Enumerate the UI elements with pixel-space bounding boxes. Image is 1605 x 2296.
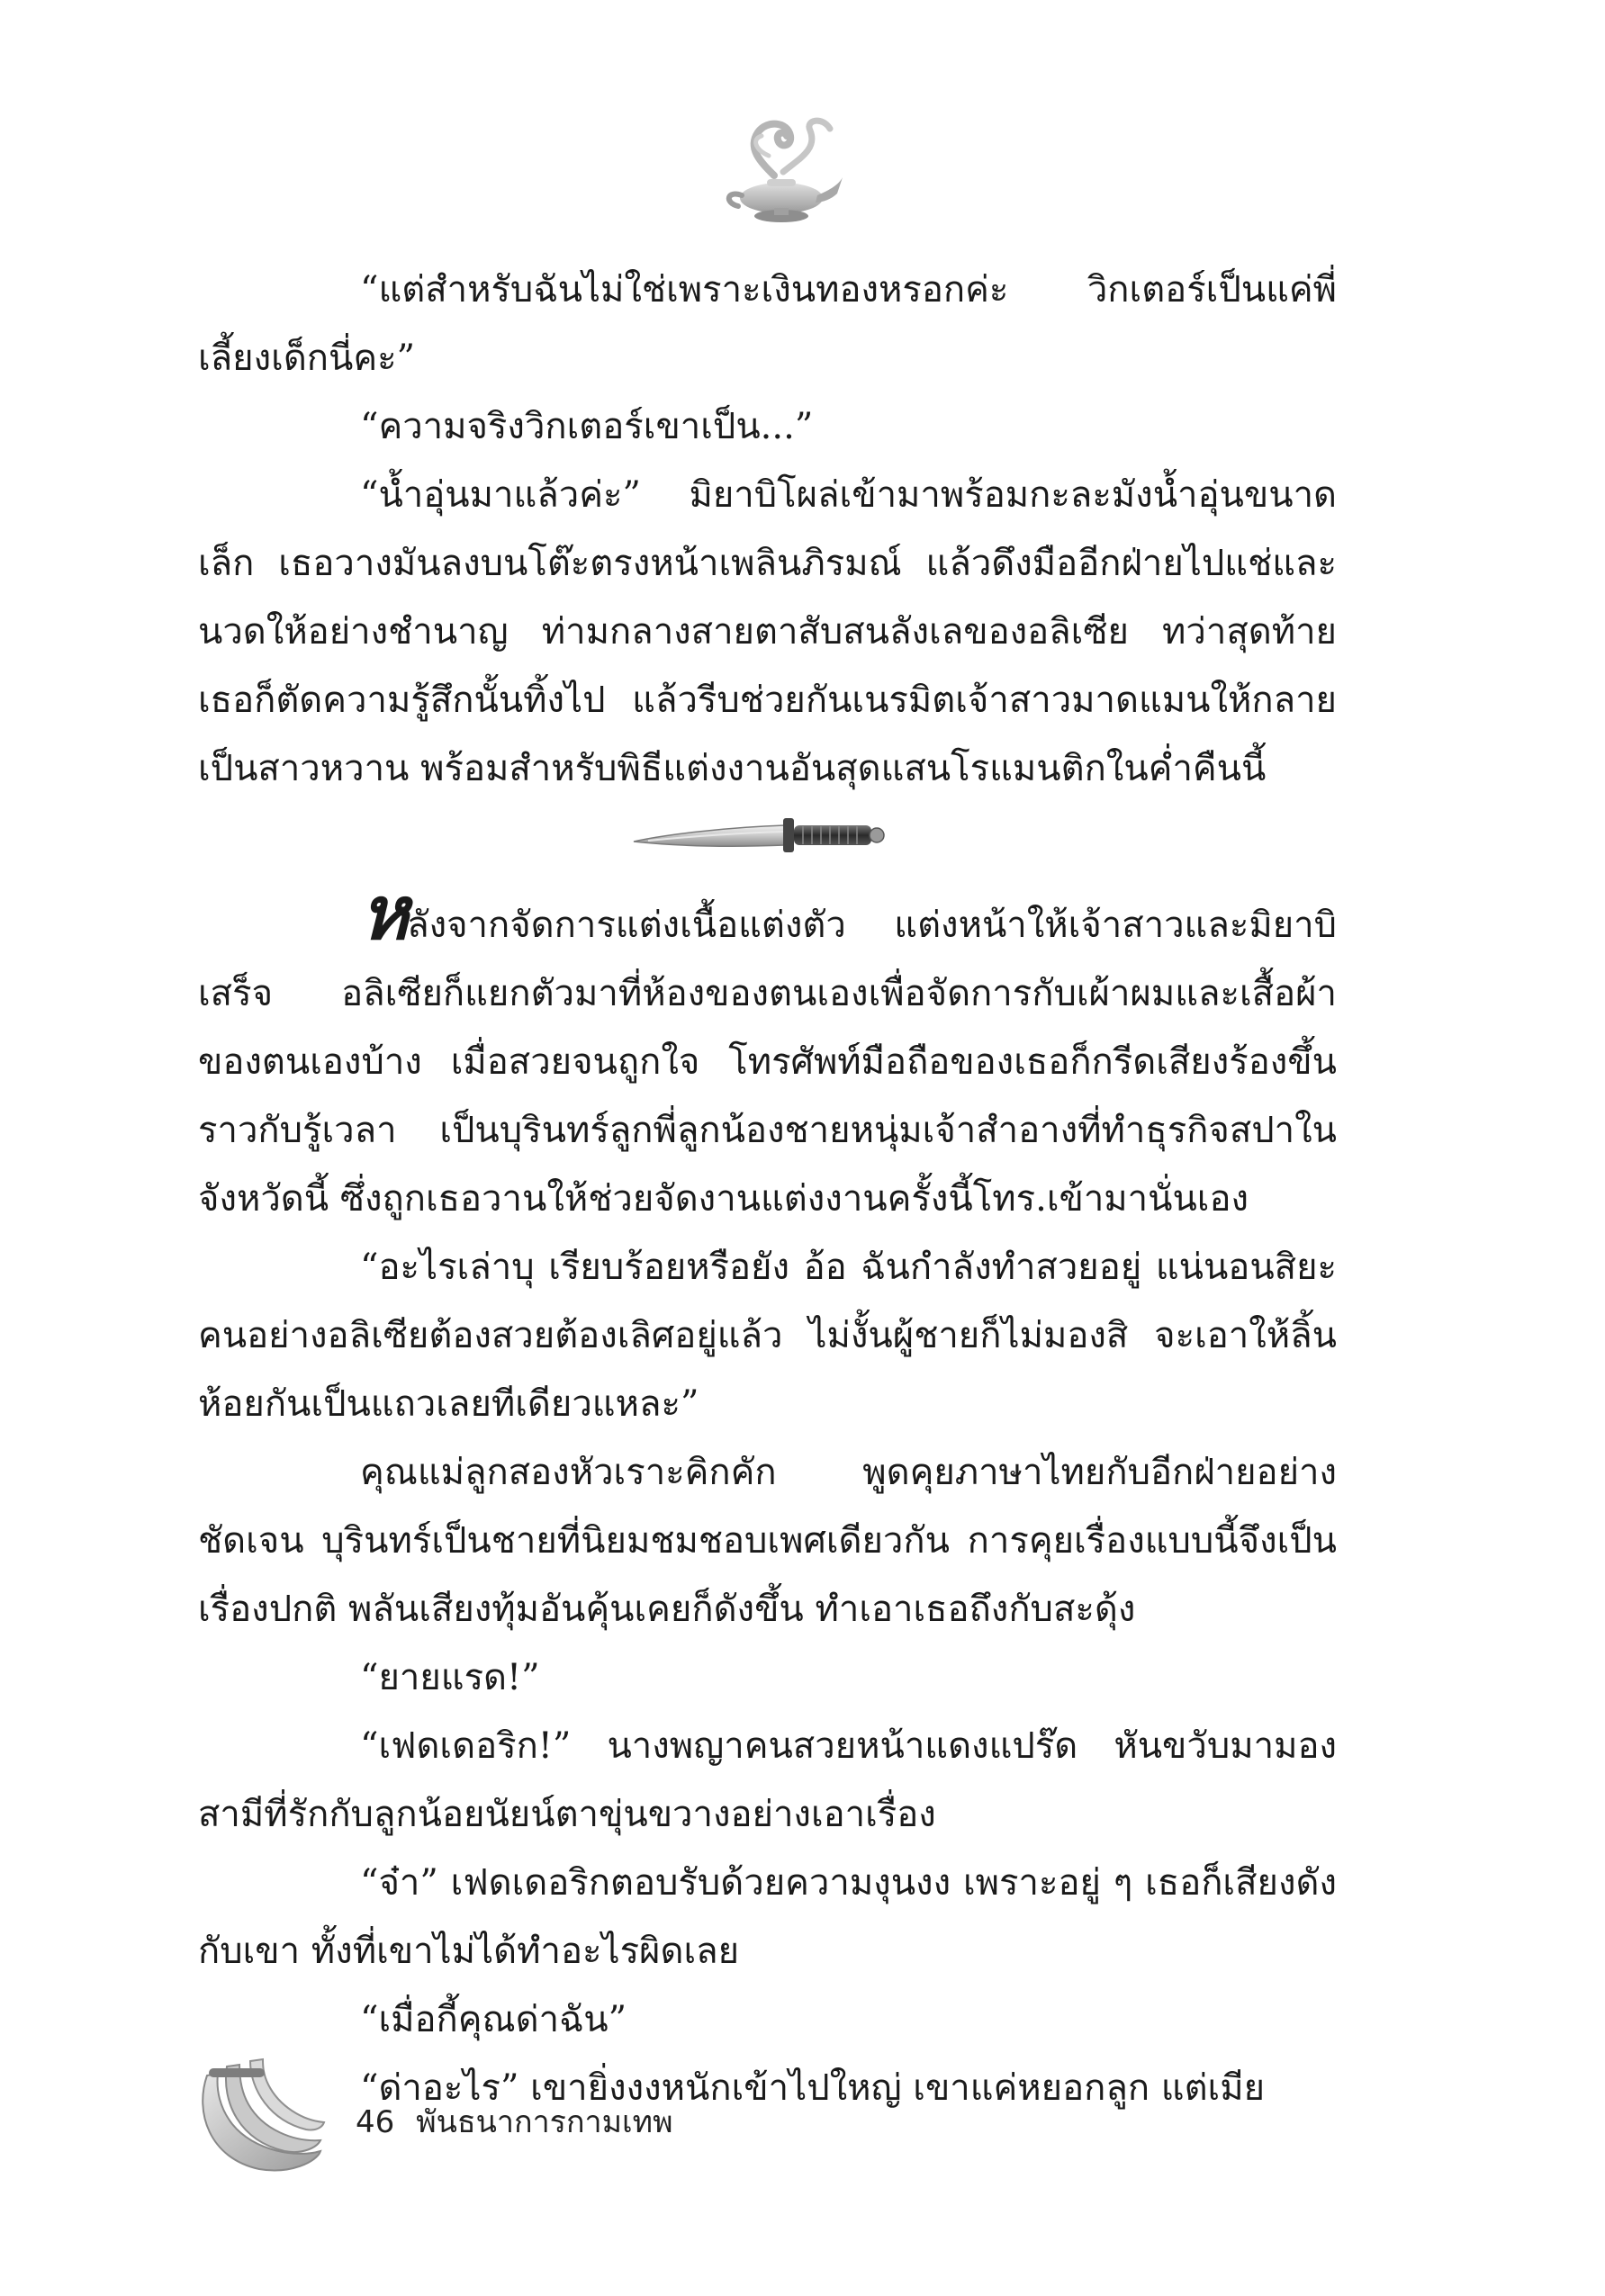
top-text-block: [198, 256, 1337, 803]
paragraph-text: ลังจากจัดการแต่งเนื้อแต่งตัว แต่งหน้าให้เจ้าสาวและมิยาบิเสร็จ อลิเซียก็แยกตัวมาที่ห้องของตนเองเพื่อจัดการกับเผ้าผมและเสื้อผ้าของตนเองบ้าง เมื่อสวยจนถูกใจ โทรศัพท์มือถือของเธอก็กรีดเสียงร้องขึ้นราวกับรู้เวลา เป็นบุรินทร์ลูกพี่ลูกน้องชายหนุ่มเจ้าสำอางที่ทำธุรกิจสปาในจังหวัดนี้ ซึ่งถูกเธอวานให้ช่วยจัดงานแต่งงานครั้งนี้โทร.เข้ามานั่นเอง: [198, 905, 1337, 1220]
page-number: 46: [356, 2104, 395, 2140]
paragraph-with-dropcap: [198, 870, 1337, 1233]
paragraph: “อะไรเล่าบุ เรียบร้อยหรือยัง อ้อ ฉันกำลังทำสวยอยู่ แน่นอนสิยะ คนอย่างอลิเซียต้องสวยต้องเลิศอยู่แล้ว ไม่งั้นผู้ชายก็ไม่มองสิ จะเอาให้ลิ้นห้อยกันเป็นแถวเลยทีเดียวแหละ”: [198, 1247, 1337, 1425]
magic-lamp-icon: [711, 113, 846, 225]
paragraph: “เฟดเดอริก!” นางพญาคนสวยหน้าแดงแปร๊ด หันขวับมามองสามีที่รักกับลูกน้อยนัยน์ตาขุ่นขวางอย่างเอาเรื่อง: [198, 1725, 1337, 1835]
paragraph: “ด่าอะไร” เขายิ่งงงหนักเข้าไปใหญ่ เขาแค่หยอกลูก แต่เมีย: [360, 2067, 1266, 2109]
paragraph: “ยายแรด!”: [360, 1657, 540, 1698]
knife-icon: [630, 815, 887, 856]
book-title: พันธนาการกามเทพ: [416, 2104, 673, 2140]
paragraph: “น้ำอุ่นมาแล้วค่ะ” มิยาบิโผล่เข้ามาพร้อมกะละมังน้ำอุ่นขนาดเล็ก เธอวางมันลงบนโต๊ะตรงหน้าเพลินภิรมณ์ แล้วดึงมืออีกฝ่ายไปแช่และนวดให้อย่างชำนาญ ท่ามกลางสายตาสับสนลังเลของอลิเซีย ทว่าสุดท้ายเธอก็ตัดความรู้สึกนั้นทิ้งไป แล้วรีบช่วยกันเนรมิตเจ้าสาวมาดแมนให้กลายเป็นสาวหวาน พร้อมสำหรับพิธีแต่งงานอันสุดแสนโรแมนติกในค่ำคืนนี้: [198, 474, 1337, 789]
paragraph: “เมื่อกี้คุณด่าฉัน”: [360, 1999, 627, 2040]
page-footer: [356, 2097, 672, 2146]
paragraph: “จ๋า” เฟดเดอริกตอบรับด้วยความงุนงง เพราะอยู่ ๆ เธอก็เสียงดังกับเขา ทั้งที่เขาไม่ได้ทำอะไรผิดเลย: [198, 1862, 1337, 1972]
bottom-text-block: [198, 870, 1337, 2122]
drop-cap: ห: [360, 870, 408, 957]
banana-bunch-icon: [191, 2057, 326, 2179]
paragraph: “แต่สำหรับฉันไม่ใช่เพราะเงินทองหรอกค่ะ วิกเตอร์เป็นแค่พี่เลี้ยงเด็กนี่คะ”: [198, 269, 1337, 379]
paragraph: “ความจริงวิกเตอร์เขาเป็น...”: [360, 406, 814, 447]
paragraph: คุณแม่ลูกสองหัวเราะคิกคัก พูดคุยภาษาไทยกับอีกฝ่ายอย่างชัดเจน บุรินทร์เป็นชายที่นิยมชมชอบเพศเดียวกัน การคุยเรื่องแบบนี้จึงเป็นเรื่องปกติ พลันเสียงทุ้มอันคุ้นเคยก็ดังขึ้น ทำเอาเธอถึงกับสะดุ้ง: [198, 1452, 1337, 1630]
